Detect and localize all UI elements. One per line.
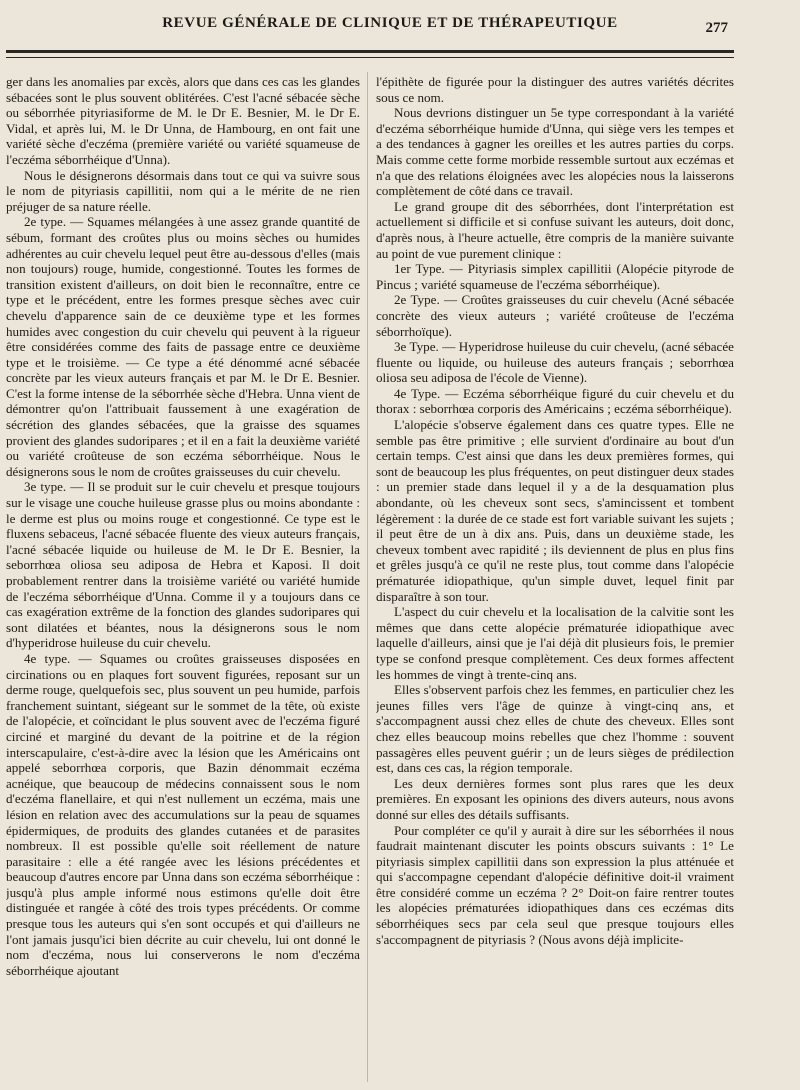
paragraph: 2e type. — Squames mélangées à une assez grande quantité de sébum, formant des croûtes plus ou moins sèches ou humides adhérentes au cuir chevelu lequel peut être au-dessous d'elles (mais non toujours) rouge, humide, congestionné. Toutes les formes de transition existent d'ailleurs, on doit bien le reconnaître, entre ce type et le précédent, entre les formes presque sèches avec cuir chevelu d'apparence sain de ce deuxième type et les formes humides avec congestion du cuir chevelu qui peuvent à la rigueur être considérées comme des faits de passage entre ce deuxième type et le troisième. — Ce type a été dénommé acné sébacée concrète par les vieux auteurs français et par M. le Dr E. Besnier. C'est la forme intense de la séborrhée sèche d'Hebra. Unna vient de démontrer qu'on l'attribuait faussement à une exagération de sécrétion des glandes sébacées, que la graisse des squames provient des glandes sudoripares ; et il en a fait la deuxième variété ou variété croûteuse de son eczéma séborrhéique. Nous le désignerons sous le nom de croûtes graisseuses du cuir chevelu. — [6, 214, 360, 479]
paragraph: 4e type. — Squames ou croûtes graisseuses disposées en circinations ou en plaques fort souvent figurées, reposant sur un derme rouge, quelquefois sec, plus souvent un peu humide, parfois franchement suintant, siégeant sur le sommet de la tête, où existe de l'alopécie, et coïncidant le plus souvent avec de l'eczéma figuré circiné et marginé du devant de la poitrine et de la région interscapulaire, c'est-à-dire avec la lésion que les Américains ont appelé seborrhœa corporis, que Bazin dénommait eczéma acnéique, que beaucoup de médecins connaissent sous le nom d'eczéma flanellaire, et qui n'est nullement un eczéma, mais une lésion en relation avec des accumulations sur la peau de squames épidermiques, de produits des glandes cutanées et de parasites nombreux. Il est possible qu'elle soit réellement de nature parasitaire : elle a été rangée avec les lésions précédentes et beaucoup d'autres encore par Unna dans son eczéma séborrhéique : jusqu'à plus ample informé nous estimons qu'elle doit être distinguée et rangée à côté des trois types précédents. Or comme presque tous les auteurs qui s'en sont occupés et qui d'ailleurs ne l'ont jamais jusqu'ici bien décrite au cuir chevelu, lui ont donné le nom d'eczéma, nous lui conserverons le nom d'eczéma séborrhéique ajoutant — [6, 650, 360, 978]
paragraph: Nous le désignerons désormais dans tout ce qui va suivre sous le nom de pityriasis capillitii, nom qui a le mérite de ne rien préjuger de sa nature réelle. — [6, 167, 360, 214]
right-column — [376, 74, 734, 1084]
paragraph: L'aspect du cuir chevelu et la localisation de la calvitie sont les mêmes que dans cette alopécie prématurée idiopathique avec laquelle d'ailleurs, ainsi que je l'ai déjà dit plusieurs fois, le premier type se confond presque complètement. Ces deux formes affectent les hommes de vingt à trente-cinq ans. — [376, 604, 734, 682]
running-title: REVUE GÉNÉRALE DE CLINIQUE ET DE THÉRAPEUTIQUE — [162, 15, 618, 31]
paragraph: Pour compléter ce qu'il y aurait à dire sur les séborrhées il nous faudrait maintenant discuter les points obscurs suivants : 1° Le pityriasis simplex capillitii dans son expression la plus atténuée et qui s'accompagne cependant d'alopécie définitive doit-il vraiment être considéré comme un eczéma ? 2° Doit-on faire rentrer toutes les alopécies prématurées idiopathiques dans ces eczémas dits séborrhéiques secs par cela seul que presque toujours elles s'accompagnent de pityriasis ? (Nous avons déjà implicite- — [376, 822, 734, 947]
left-column — [6, 74, 360, 1084]
list-item: 3e Type. — Hyperidrose huileuse du cuir chevelu, (acné sébacée fluente ou liquide, ou huileuse des auteurs français ; seborrhœa oliosa seu adiposa de l'école de Vienne). — [376, 339, 734, 386]
paragraph: l'épithète de figurée pour la distinguer des autres variétés décrites sous ce nom. — [376, 74, 734, 105]
paragraph: Nous devrions distinguer un 5e type correspondant à la variété d'eczéma séborrhéique humide d'Unna, qui siège vers les tempes et a des tendances à gagner les oreilles et les autres parties du corps. Mais comme cette forme morbide ressemble surtout aux eczémas et n'a que des relations éloignées avec les alopécies nous la laisserons complètement de côté dans ce travail. — [376, 105, 734, 199]
paragraph: Elles s'observent parfois chez les femmes, en particulier chez les jeunes filles vers l'âge de quinze à vingt-cinq ans, et s'accompagnent aussi chez elles de chute des cheveux. Elles sont chez elles beaucoup moins rebelles que chez l'homme : souvent passagères elles peuvent guérir ; un de leurs sièges de prédilection est, dans ces cas, la région temporale. — [376, 682, 734, 776]
paragraph: Le grand groupe dit des séborrhées, dont l'interprétation est actuellement si difficile et si confuse suivant les auteurs, doit donc, d'après nous, à l'heure actuelle, être compris de la manière suivante au point de vue purement clinique : — [376, 198, 734, 261]
list-item: 4e Type. — Eczéma séborrhéique figuré du cuir chevelu et du thorax : seborrhœa corporis des Américains ; eczéma séborrhéique). — [376, 385, 734, 417]
paragraph: Les deux dernières formes sont plus rares que les deux premières. En exposant les opinions des divers auteurs, nous avons donné sur elles des détails suffisants. — [376, 775, 734, 822]
page-number: 277 — [705, 20, 728, 36]
header-rule — [6, 50, 734, 58]
column-divider — [367, 72, 368, 1082]
list-item: 2e Type. — Croûtes graisseuses du cuir chevelu (Acné sébacée concrète des vieux auteurs ; variété croûteuse de l'eczéma séborrhoïque). — [376, 292, 734, 339]
paragraph: 3e type. — Il se produit sur le cuir chevelu et presque toujours sur le visage une couche huileuse grasse plus ou moins abondante : le derme est plus ou moins rouge et congestionné. Ce type est le fluxens sebaceus, l'acné sébacée fluente des vieux auteurs français, l'acné sébacée liquide ou huileuse de M. le Dr E. Besnier, la seborrhœa oliosa seu adiposa de Hebra et Kaposi. Il doit probablement rentrer dans la troisième variété ou variété humide de l'eczéma séborrhéique d'Unna. Comme il y a toujours dans ce cas exagération extrême de la fonction des glandes sudoripares qui sont dilatées et béantes, nous la désignerons sous le nom d'hyperidrose huileuse du cuir chevelu. — [6, 479, 360, 651]
list-item: 1er Type. — Pityriasis simplex capillitii (Alopécie pityrode de Pincus ; variété squameuse de l'eczéma séborrhéique). — [376, 261, 734, 292]
paragraph: ger dans les anomalies par excès, alors que dans ces cas les glandes sébacées sont le plus souvent oblitérées. C'est l'acné sébacée sèche ou séborrhée pityriasiforme de M. le Dr E. Besnier, M. le Dr E. Vidal, et après lui, M. le Dr Unna, de Hambourg, en ont fait une variété sèche d'eczéma (première variété ou variété squameuse de l'eczéma séborrhéique d'Unna). — [6, 74, 360, 167]
page-header — [0, 14, 800, 44]
paragraph: L'alopécie s'observe également dans ces quatre types. Elle ne semble pas être primitive ; elle survient d'ordinaire au bout d'un certain temps. C'est ainsi que dans les deux premières formes, qui sont de beaucoup les plus fréquentes, on peut distinguer deux stades : un premier stade dans lequel il y a de la desquamation plus abondante, où les cheveux sont secs, s'amincissent et tombent légèrement : la durée de ce stade est fort variable suivant les sujets ; il peut être de un à dix ans. Puis, dans un deuxième stade, les cheveux tombent avec rapidité ; ils deviennent de plus en plus fins et grêles jusqu'à ce qu'il ne reste plus, tout comme dans l'alopécie prématurée idiopathique, qu'un simple duvet, lequel finit par disparaître à son tour. — [376, 417, 734, 604]
